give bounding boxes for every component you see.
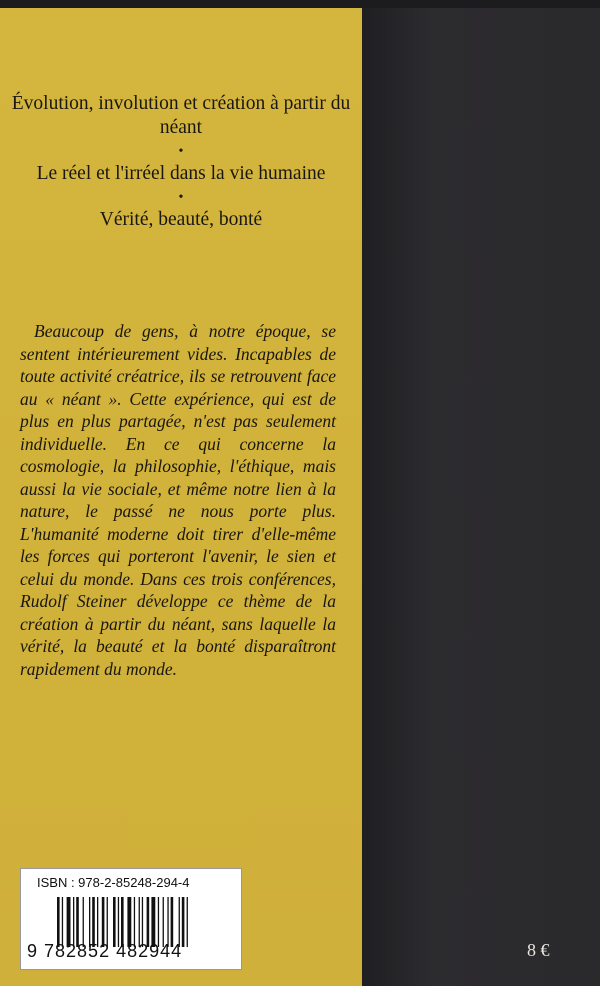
dark-panel (362, 0, 600, 986)
topics-list (10, 92, 352, 232)
blurb-paragraph: Beaucoup de gens, à notre époque, se sentent intérieurement vides. Incapables de toute activité créatrice, ils se retrouvent face au « néant ». Cette expérience, qui est de plus en plus partagée, n'est pas seulement individuelle. En ce qui concerne la cosmologie, la philosophie, l'éthique, mais aussi la vie sociale, et même notre lien à la nature, le passé ne nous porte plus. L'humanité moderne doit tirer d'elle-même les forces qui porteront l'avenir, le sien et celui du monde. Dans ces trois conférences, Rudolf Steiner développe ce thème de la création à partir du néant, sans laquelle la vérité, la beauté et la bonté disparaîtront rapidement du monde. (20, 321, 336, 679)
bullet-separator-2: • (178, 190, 184, 205)
price-tag: 8 € (527, 940, 550, 960)
top-edge (0, 0, 600, 8)
topic-3: Vérité, beauté, bonté (99, 209, 263, 230)
barcode-digits: 9 782852 482944 (27, 941, 183, 961)
barcode-icon (57, 897, 237, 947)
isbn-text: ISBN : 978-2-85248-294-4 (37, 875, 190, 890)
bullet-separator-1: • (178, 144, 184, 159)
barcode-label (20, 868, 242, 970)
topic-2: Le réel et l'irréel dans la vie humaine (36, 163, 326, 184)
topic-1: Évolution, involution et création à partir du néant (11, 93, 351, 138)
